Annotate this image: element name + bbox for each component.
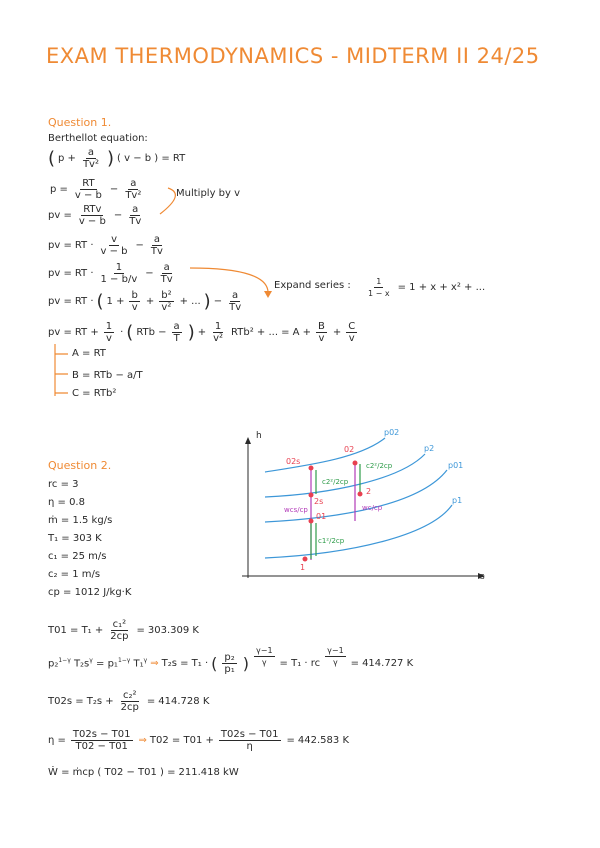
label-p2: p2: [424, 444, 435, 453]
label-p02: p02: [384, 428, 400, 437]
label-wcs: wcs/cp: [284, 506, 308, 514]
cond-rc: rc = 3: [48, 479, 79, 490]
cond-t1: T₁ = 303 K: [48, 533, 102, 544]
expand-arrow-head: [264, 291, 272, 298]
label-kinetic-c1: c1²/2cp: [318, 537, 345, 545]
h-axis-label: h: [256, 431, 262, 441]
eq-pv-1: pv = $\frac{\text{RTv}}{v - b}$ − $\frac{a}{Tv}$: [48, 204, 142, 227]
cond-cp: cp = 1012 J/kg·K: [48, 587, 132, 598]
result-c: C = RTb²: [72, 388, 117, 399]
eq-pv-4: pv = RT · ( 1 + $\frac{b}{v}$ + $\frac{\text{b²}}{\text{v²}}$ + ... ) − $\frac{a}{Tv}$: [48, 290, 242, 313]
label-wc: wc/cp: [362, 504, 383, 512]
point-2s: [309, 493, 314, 498]
series-expansion: $\frac{1}{1 - x}$ = 1 + x + x² + ...: [368, 277, 486, 298]
point-02s: [309, 466, 314, 471]
question-2-heading: Question 2.: [48, 459, 112, 472]
berthelot-equation: ( p + $\frac{a}{\text{Tv²}}$ ) ( v − b ) = RT: [48, 147, 186, 170]
eq-pv-5: pv = RT + $\frac{1}{v}$ · ( RTb − $\frac{a}{T}$ ) + $\frac{1}{\text{v²}}$ RTb² + ... = A + $\frac{B}{v}$ + $\frac{C}{v}$: [48, 321, 356, 344]
point-01: [309, 519, 314, 524]
result-a: A = RT: [72, 348, 106, 359]
question-1-subtitle: Berthellot equation:: [48, 133, 148, 144]
eq-t2s: p₂$^{1-\gamma}$ $T_2s^\gamma = p_1^{1-\gamma}$ T₁$^\gamma$ ⇒ T₂s = T₁ · ( $\frac{\text{p₂}}{\text{p₁}}$ ) $^{\frac{\gamma-1}{\gamma}}$ = T₁ · rc $^{\frac{\gamma-1}{\gamma}}$ = 414.727 K: [48, 646, 414, 675]
label-01: 01: [316, 512, 327, 521]
h-axis-arrow: [245, 437, 251, 444]
result-b: B = RTb − a/T: [72, 370, 143, 381]
eq-pv-2: pv = RT · $\frac{v}{v - b}$ − $\frac{a}{Tv}$: [48, 234, 163, 257]
label-kinetic-c2-right: c2²/2cp: [366, 462, 393, 470]
label-02: 02: [344, 445, 355, 454]
point-02: [353, 461, 358, 466]
cond-c1: c₁ = 25 m/s: [48, 551, 107, 562]
point-1: [303, 557, 308, 562]
multiply-note: Multiply by v: [176, 188, 241, 199]
isobar-p01: [265, 470, 447, 522]
multiply-arrow: [160, 188, 175, 214]
eq-t02: η = $\frac{T02s - T01}{T02 - T01}$ ⇒ T02 = T01 + $\frac{T02s - T01}{\eta}$ = 442.583 K: [48, 729, 349, 752]
label-kinetic-c2-left: c2²/2cp: [322, 478, 349, 486]
expand-note: Expand series :: [274, 280, 351, 291]
page-title: EXAM THERMODYNAMICS - MIDTERM II 24/25: [46, 44, 540, 68]
label-02s: 02s: [286, 457, 301, 466]
eq-t01: T01 = T₁ + $\frac{\text{c₁²}}{2cp}$ = 303.309 K: [48, 619, 199, 642]
point-2: [358, 492, 363, 497]
results-ticks: [55, 354, 68, 393]
eq-work: Ẇ = ṁcp ( T02 − T01 ) = 211.418 kW: [48, 767, 239, 778]
label-2: 2: [366, 487, 372, 496]
label-p1: p1: [452, 496, 463, 505]
eq-t02s: T02s = T₂s + $\frac{\text{c₂²}}{2cp}$ = 414.728 K: [48, 690, 210, 713]
cond-eta: η = 0.8: [48, 497, 85, 508]
question-1-heading: Question 1.: [48, 116, 112, 129]
expand-arrow: [190, 268, 268, 294]
label-p01: p01: [448, 461, 464, 470]
label-1: 1: [300, 563, 306, 572]
eq-pv-3: pv = RT · $\frac{1}{1 - b/v}$ − $\frac{a}{Tv}$: [48, 262, 173, 285]
cond-mdot: ṁ = 1.5 kg/s: [48, 515, 113, 526]
eq-p: p = $\frac{RT}{v - b}$ − $\frac{a}{\text{Tv²}}$: [50, 178, 142, 201]
cond-c2: c₂ = 1 m/s: [48, 569, 101, 580]
label-2s: 2s: [314, 497, 324, 506]
s-axis-label: s: [480, 572, 485, 582]
